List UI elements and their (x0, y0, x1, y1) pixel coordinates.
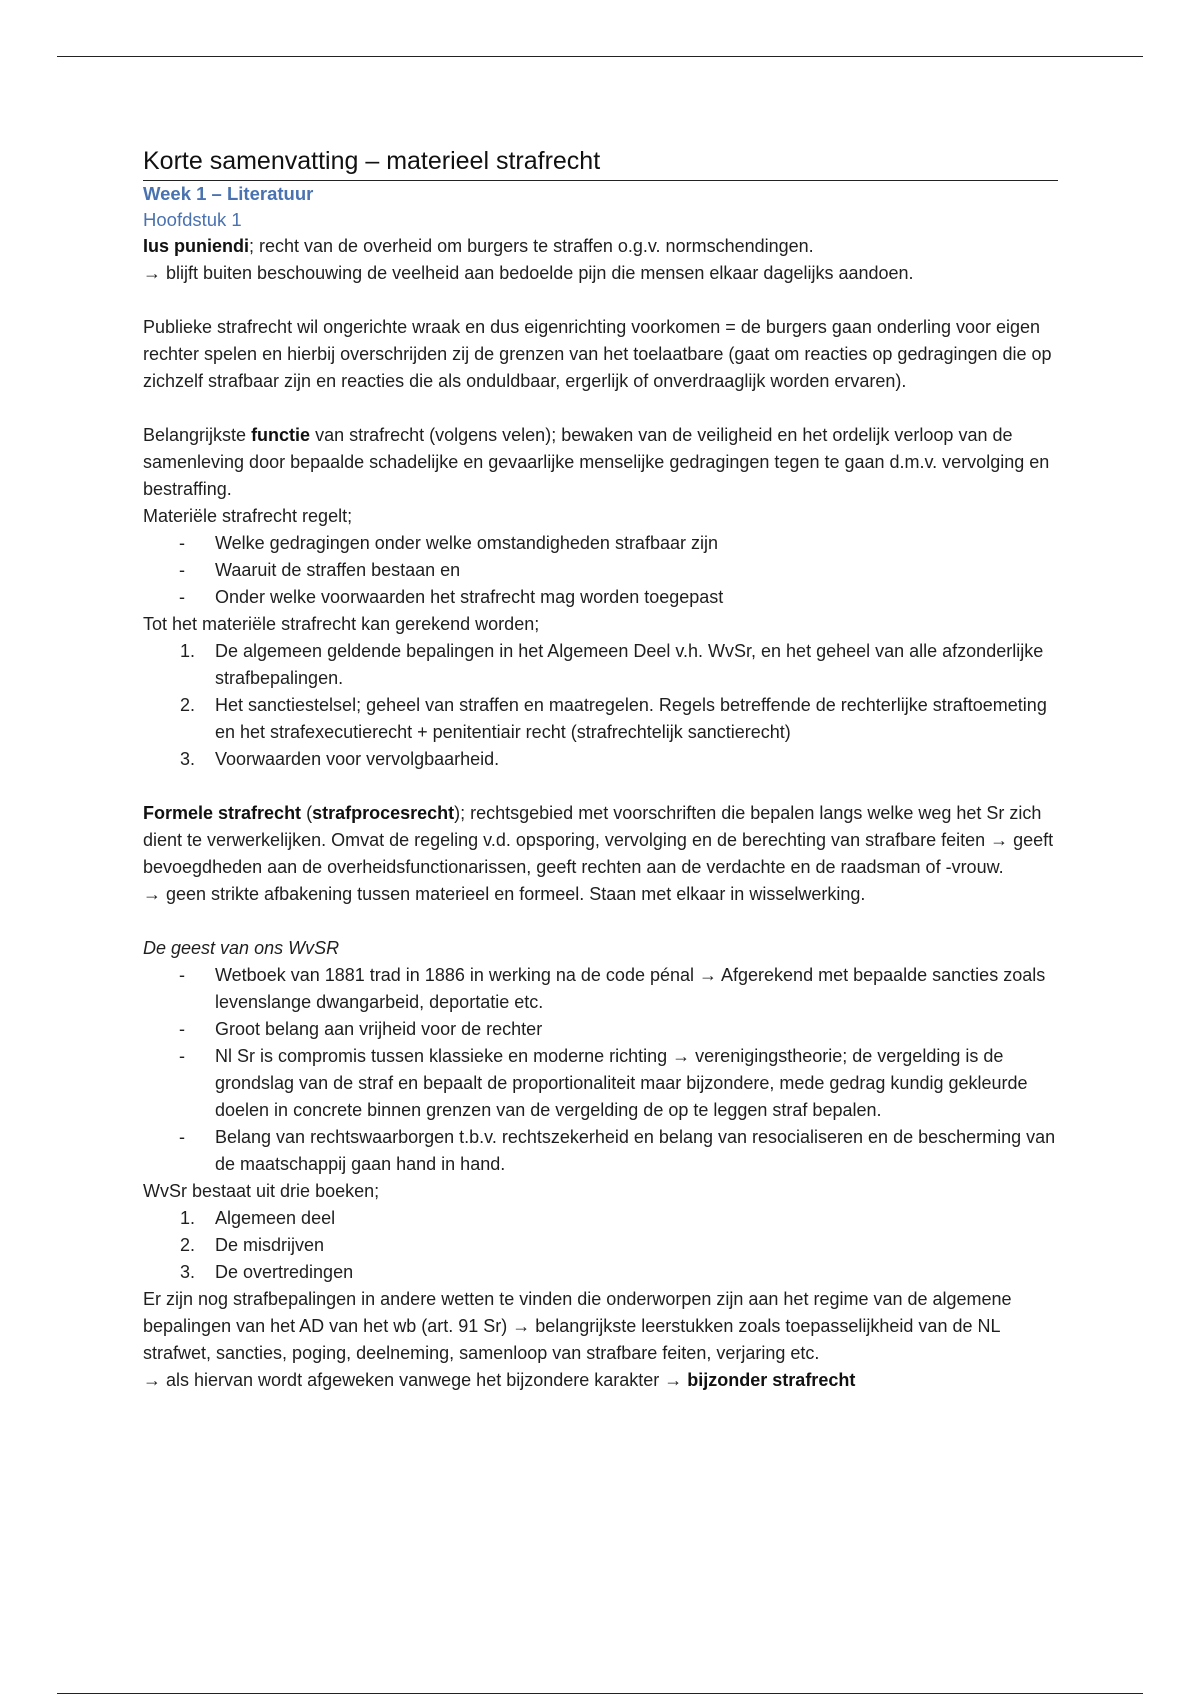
paragraph-text: ; recht van de overheid om burgers te straffen o.g.v. normschendingen. (249, 236, 814, 256)
numbered-list-gerekend (143, 638, 1058, 773)
list-item (143, 638, 1058, 692)
paragraph-ius-puniendi (143, 233, 1058, 260)
list-item-text: Onder welke voorwaarden het strafrecht mag worden toegepast (215, 587, 724, 607)
paragraph-functie (143, 422, 1058, 503)
list-item-text: De misdrijven (215, 1235, 325, 1255)
paragraph-text: ); rechtsgebied met voorschriften die bepalen langs welke weg het Sr zich dient te verwerkelijken. Omvat de regeling v.d. opsporing, vervolging en de berechting van strafbare feiten → geeft bevoegdheden aan de overheidsfunctionarissen, geeft rechten aan de verdachte en de raadsman of -vrouw. (143, 803, 1054, 877)
number-marker: 3. (180, 1262, 196, 1282)
dash-marker: - (179, 1019, 185, 1039)
dash-marker: - (179, 1046, 185, 1066)
list-item (143, 746, 1058, 773)
term-bijzonder-strafrecht: bijzonder strafrecht (687, 1370, 856, 1390)
term-functie: functie (251, 425, 311, 445)
list-item (143, 1043, 1058, 1124)
paragraph-text: → als hiervan wordt afgeweken vanwege het bijzondere karakter → (143, 1370, 688, 1390)
dash-marker: - (179, 1127, 185, 1147)
list-item-text: Welke gedragingen onder welke omstandigheden strafbaar zijn (215, 533, 718, 553)
paragraph-arrow-1: → blijft buiten beschouwing de veelheid aan bedoelde pijn die mensen elkaar dagelijks aandoen. (143, 263, 914, 283)
document-title: Korte samenvatting – materieel strafrecht (143, 145, 1058, 181)
heading-week: Week 1 – Literatuur (143, 183, 314, 204)
heading-chapter: Hoofdstuk 1 (143, 209, 242, 230)
list-item (143, 692, 1058, 746)
term-ius-puniendi: Ius puniendi (143, 236, 249, 256)
term-formele-strafrecht: Formele strafrecht (143, 803, 302, 823)
list-item-text: Voorwaarden voor vervolgbaarheid. (215, 749, 500, 769)
number-marker: 1. (180, 641, 196, 661)
document-body (143, 145, 1058, 1394)
number-marker: 2. (180, 1235, 196, 1255)
list-item-text: De overtredingen (215, 1262, 354, 1282)
footer-rule (57, 1693, 1143, 1694)
paragraph-bijzonder (143, 1367, 1058, 1394)
term-strafprocesrecht: strafprocesrecht (312, 803, 455, 823)
list-item-text: Belang van rechtswaarborgen t.b.v. rechtszekerheid en belang van resocialiseren en de bescherming van de maatschappij gaan hand in hand. (215, 1127, 1056, 1174)
italic-subheading: De geest van ons WvSR (143, 938, 340, 958)
paragraph-gerekend: Tot het materiële strafrecht kan gerekend worden; (143, 614, 540, 634)
bullet-list-regelt (143, 530, 1058, 611)
list-item (143, 1016, 1058, 1043)
dash-marker: - (179, 965, 185, 985)
list-item-text: Nl Sr is compromis tussen klassieke en moderne richting → verenigingstheorie; de vergelding is de grondslag van de straf en bepaalt de proportionaliteit maar bijzondere, mede gedrag kundig gekleurde doelen in concrete binnen grenzen van de vergelding de op te leggen straf bepalen. (215, 1046, 1028, 1120)
list-item (143, 1205, 1058, 1232)
number-marker: 1. (180, 1208, 196, 1228)
dash-marker: - (179, 533, 185, 553)
list-item-text: De algemeen geldende bepalingen in het Algemeen Deel v.h. WvSr, en het geheel van alle afzonderlijke strafbepalingen. (215, 641, 1044, 688)
list-item-text: Het sanctiestelsel; geheel van straffen en maatregelen. Regels betreffende de rechterlijke straftoemeting en het strafexecutierecht + penitentiair recht (strafrechtelijk sanctierecht) (215, 695, 1047, 742)
number-marker: 2. (180, 695, 196, 715)
list-item (143, 530, 1058, 557)
paragraph-formele-strafrecht (143, 800, 1058, 881)
paragraph-materiele-regelt: Materiële strafrecht regelt; (143, 506, 353, 526)
number-marker: 3. (180, 749, 196, 769)
list-item (143, 557, 1058, 584)
paragraph-arrow-2: → geen strikte afbakening tussen materieel en formeel. Staan met elkaar in wisselwerking. (143, 884, 866, 904)
list-item (143, 1259, 1058, 1286)
header-rule (57, 56, 1143, 57)
dash-marker: - (179, 560, 185, 580)
paragraph-drie-boeken: WvSr bestaat uit drie boeken; (143, 1181, 380, 1201)
list-item-text: Waaruit de straffen bestaan en (215, 560, 461, 580)
dash-marker: - (179, 587, 185, 607)
paragraph-text: ( (301, 803, 313, 823)
list-item-text: Wetboek van 1881 trad in 1886 in werking na de code pénal → Afgerekend met bepaalde sancties zoals levenslange dwangarbeid, deportatie etc. (215, 965, 1046, 1012)
paragraph-text: Belangrijkste (143, 425, 252, 445)
paragraph-publieke-strafrecht: Publieke strafrecht wil ongerichte wraak en dus eigenrichting voorkomen = de burgers gaan onderling voor eigen rechter spelen en hierbij overschrijden zij de grenzen van het toelaatbare (gaat om reacties op gedragingen die op zichzelf strafbaar zijn en reacties die als onduldbaar, ergerlijk of onverdraaglijk worden ervaren). (143, 317, 1052, 391)
list-item (143, 962, 1058, 1016)
paragraph-geest (143, 935, 1058, 962)
bullet-list-geest (143, 962, 1058, 1178)
list-item (143, 1124, 1058, 1178)
list-item (143, 1232, 1058, 1259)
list-item-text: Groot belang aan vrijheid voor de rechter (215, 1019, 543, 1039)
list-item-text: Algemeen deel (215, 1208, 336, 1228)
paragraph-andere-wetten: Er zijn nog strafbepalingen in andere wetten te vinden die onderworpen zijn aan het regime van de algemene bepalingen van het AD van het wb (art. 91 Sr) → belangrijkste leerstukken zoals toepasselijkheid van de NL strafwet, sancties, poging, deelneming, samenloop van strafbare feiten, verjaring etc. (143, 1289, 1012, 1363)
paragraph-text: van strafrecht (volgens velen); bewaken van de veiligheid en het ordelijk verloop van de samenleving door bepaalde schadelijke en gevaarlijke menselijke gedragingen tegen te gaan d.m.v. vervolging en bestraffing. (143, 425, 1050, 499)
numbered-list-boeken (143, 1205, 1058, 1286)
list-item (143, 584, 1058, 611)
